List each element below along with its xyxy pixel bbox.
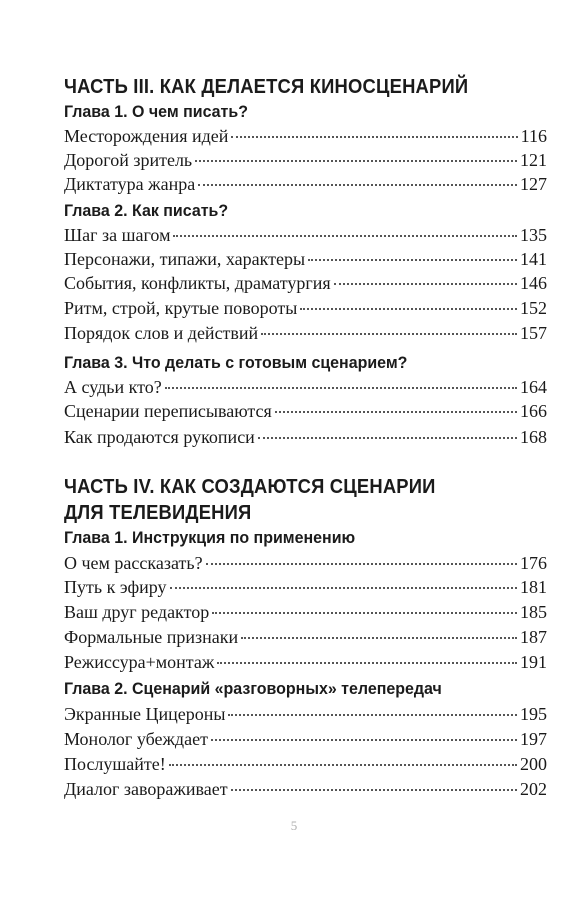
toc-entry-page: 141 <box>520 249 547 269</box>
toc-entry-title: Монолог убеждает <box>64 729 208 749</box>
dot-leader <box>217 662 517 664</box>
toc-entry <box>64 148 547 172</box>
part-4-chapter-2-title: Глава 2. Сценарий «разговорных» телепередач <box>64 679 442 698</box>
part-3-chapter-3-title: Глава 3. Что делать с готовым сценарием? <box>64 353 408 372</box>
page-number: 5 <box>290 818 298 833</box>
toc-entry <box>64 271 547 295</box>
dot-leader <box>211 739 517 741</box>
dot-leader <box>165 387 517 389</box>
toc-entry <box>64 625 547 649</box>
dot-leader <box>258 437 517 439</box>
toc-entry-title: Диалог завораживает <box>64 779 228 799</box>
toc-entry-title: Ритм, строй, крутые повороты <box>64 298 298 318</box>
toc-entry-title: Путь к эфиру <box>64 577 167 597</box>
toc-entry-title: Сценарии переписываются <box>64 401 272 421</box>
toc-entry-page: 146 <box>520 273 547 293</box>
toc-entry-page: 195 <box>520 704 547 724</box>
toc-entry-title: Ваш друг редактор <box>64 602 210 622</box>
toc-entry-title: Формальные признаки <box>64 627 239 647</box>
part-4-title-line-1: ЧАСТЬ IV. КАК СОЗДАЮТСЯ СЦЕНАРИИ <box>64 476 436 498</box>
toc-entry-title: Порядок слов и действий <box>64 323 259 343</box>
dot-leader <box>212 612 517 614</box>
part-4-title-line-2: ДЛЯ ТЕЛЕВИДЕНИЯ <box>64 502 252 524</box>
toc-entry-title: Экранные Цицероны <box>64 704 226 724</box>
toc-entry-page: 121 <box>520 150 547 170</box>
toc-entry <box>64 425 547 449</box>
dot-leader <box>228 714 517 716</box>
dot-leader <box>173 235 517 237</box>
toc-entry-page: 176 <box>520 553 547 573</box>
toc-entry <box>64 296 547 320</box>
toc-entry-page: 152 <box>520 298 547 318</box>
toc-entry <box>64 399 547 423</box>
part-4-chapter-1-title: Глава 1. Инструкция по применению <box>64 528 356 547</box>
toc-entry-page: 166 <box>520 401 547 421</box>
part-3-title: ЧАСТЬ III. КАК ДЕЛАЕТСЯ КИНОСЦЕНАРИЙ <box>64 76 469 98</box>
part-3-chapter-2-title: Глава 2. Как писать? <box>64 201 229 220</box>
toc-entry-title: Диктатура жанра <box>64 174 196 194</box>
toc-entry-title: Шаг за шагом <box>64 225 171 245</box>
dot-leader <box>195 160 517 162</box>
dot-leader <box>198 184 517 186</box>
dot-leader <box>241 637 517 639</box>
toc-entry-title: Месторождения идей <box>64 126 229 146</box>
dot-leader <box>275 411 517 413</box>
toc-entry <box>64 650 547 674</box>
toc-entry-title: Персонажи, типажи, характеры <box>64 249 306 269</box>
toc-entry-page: 157 <box>520 323 547 343</box>
part-3-chapter-1-title: Глава 1. О чем писать? <box>64 102 248 121</box>
toc-entry <box>64 752 547 776</box>
toc-entry <box>64 223 547 247</box>
toc-entry <box>64 375 547 399</box>
dot-leader <box>169 764 517 766</box>
toc-entry <box>64 124 547 148</box>
toc-entry-page: 187 <box>520 627 547 647</box>
toc-entry-page: 127 <box>520 174 547 194</box>
dot-leader <box>206 563 517 565</box>
toc-entry-page: 116 <box>520 126 547 146</box>
toc-entry-page: 168 <box>520 427 547 447</box>
toc-entry-page: 185 <box>520 602 547 622</box>
toc-entry-page: 197 <box>520 729 547 749</box>
dot-leader <box>261 333 517 335</box>
toc-entry <box>64 321 547 345</box>
toc-entry <box>64 727 547 751</box>
toc-entry-page: 135 <box>520 225 547 245</box>
toc-entry-page: 202 <box>520 779 547 799</box>
toc-entry <box>64 777 547 801</box>
toc-entry <box>64 172 547 196</box>
toc-entry-title: Дорогой зритель <box>64 150 193 170</box>
toc-entry-page: 200 <box>520 754 547 774</box>
toc-entry <box>64 551 547 575</box>
toc-entry-page: 191 <box>520 652 547 672</box>
toc-entry-page: 164 <box>520 377 547 397</box>
dot-leader <box>334 283 517 285</box>
dot-leader <box>231 136 517 138</box>
dot-leader <box>170 587 518 589</box>
toc-entry <box>64 247 547 271</box>
toc-entry <box>64 702 547 726</box>
dot-leader <box>300 308 517 310</box>
dot-leader <box>308 259 517 261</box>
toc-entry-page: 181 <box>520 577 547 597</box>
toc-entry-title: Режиссура+монтаж <box>64 652 215 672</box>
toc-entry-title: Как продаются рукописи <box>64 427 255 447</box>
toc-entry-title: События, конфликты, драматургия <box>64 273 331 293</box>
toc-entry-title: Послушайте! <box>64 754 166 774</box>
toc-entry <box>64 575 547 599</box>
toc-entry-title: О чем рассказать? <box>64 553 203 573</box>
toc-entry <box>64 600 547 624</box>
toc-entry-title: А судьи кто? <box>64 377 162 397</box>
dot-leader <box>231 789 517 791</box>
